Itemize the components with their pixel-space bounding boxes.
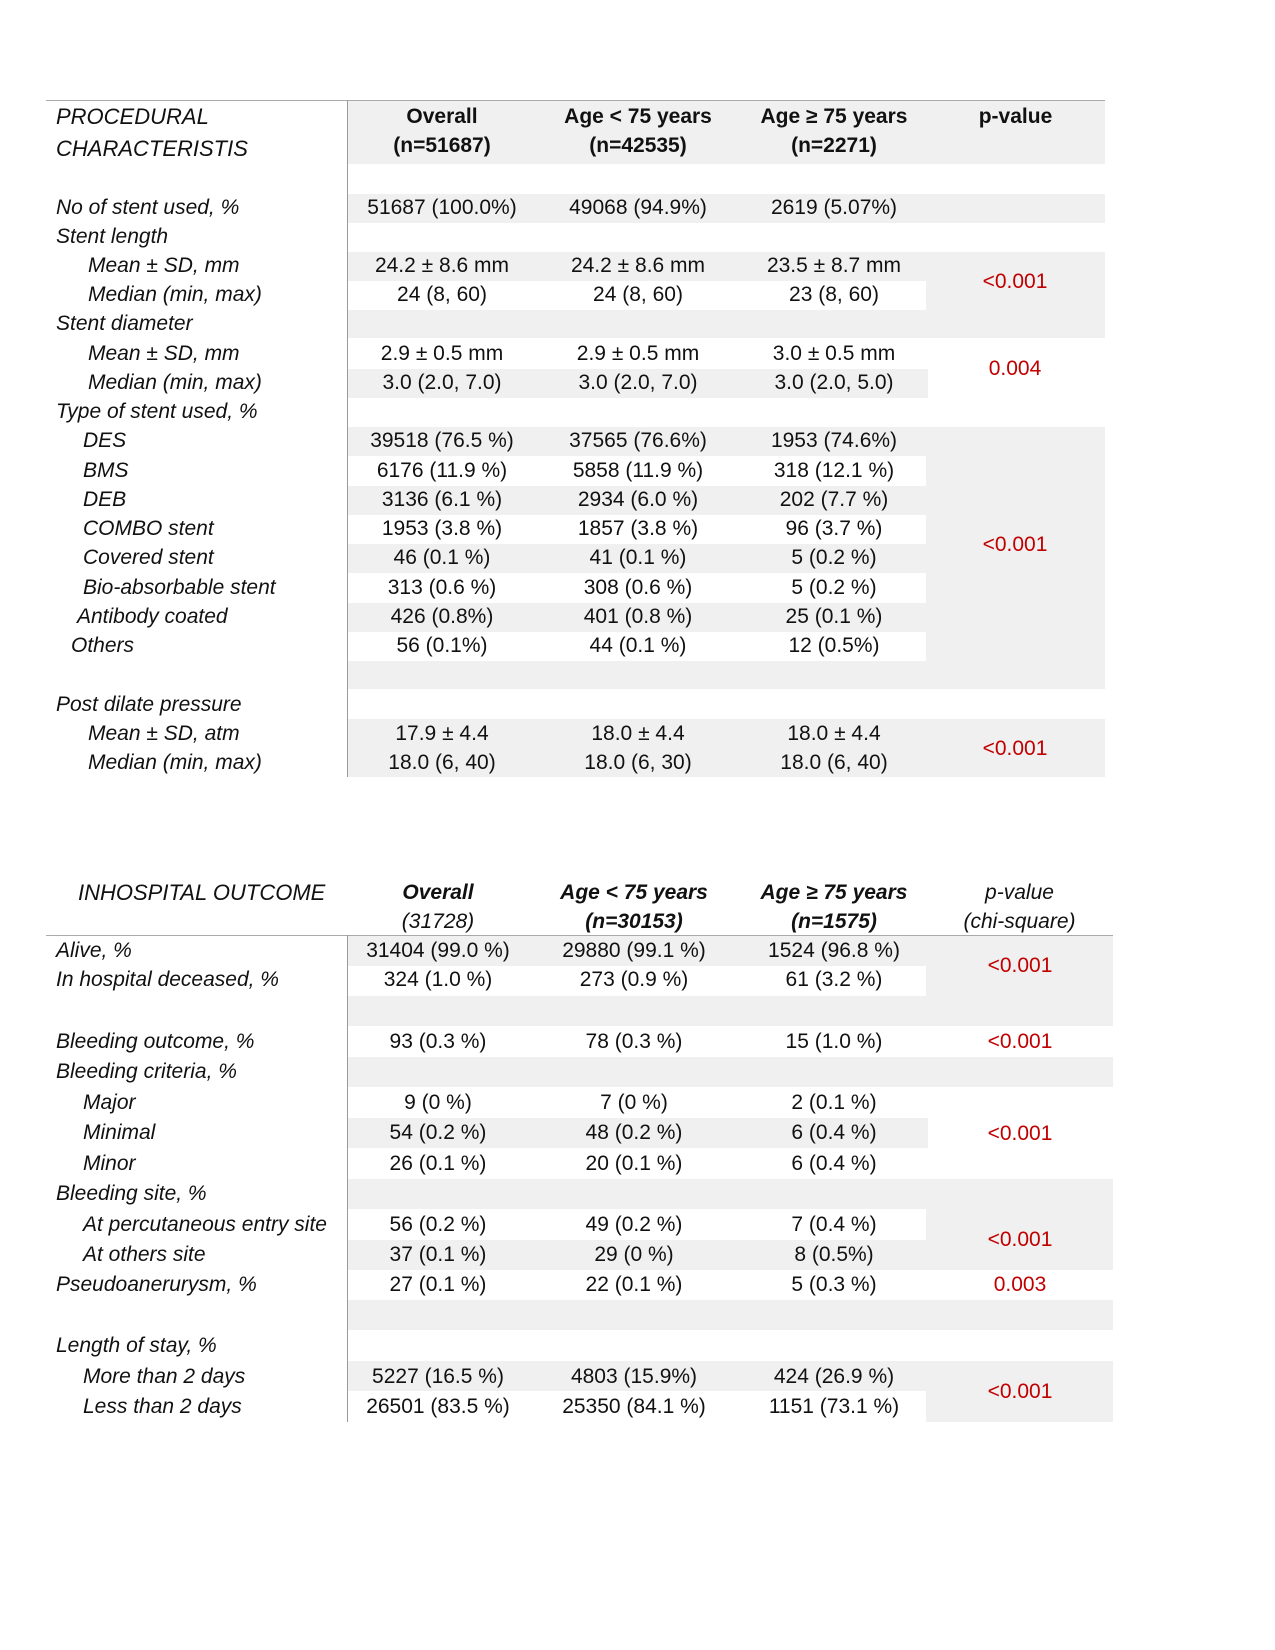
cell-over-75: 202 (7.7 %)	[779, 488, 889, 511]
cell-over-75: 2 (0.1 %)	[791, 1091, 877, 1114]
cell-overall: 9 (0 %)	[404, 1091, 472, 1114]
cell-under-75: 1857 (3.8 %)	[577, 517, 699, 540]
cell-under-75: 3.0 (2.0, 7.0)	[578, 371, 698, 394]
row-label: Median (min, max)	[88, 371, 262, 394]
cell-under-75: 5858 (11.9 %)	[572, 459, 704, 482]
cell-overall: 54 (0.2 %)	[389, 1121, 487, 1144]
row-label: DES	[83, 429, 127, 452]
cell-under-75: 41 (0.1 %)	[589, 546, 687, 569]
cell-overall: 27 (0.1 %)	[389, 1273, 487, 1296]
column-header: p-value	[978, 105, 1053, 128]
cell-over-75: 5 (0.3 %)	[791, 1273, 877, 1296]
cell-overall: 6176 (11.9 %)	[376, 459, 508, 482]
cell-over-75: 1524 (96.8 %)	[768, 939, 900, 962]
cell-over-75: 23 (8, 60)	[789, 283, 879, 306]
row-label: Bio-absorbable stent	[83, 576, 276, 599]
cell-over-75: 424 (26.9 %)	[773, 1365, 895, 1388]
p-value: <0.001	[987, 1030, 1053, 1053]
table-row	[46, 1057, 1166, 1087]
row-shade	[348, 1300, 1113, 1330]
column-header: Age < 75 years (n=42535)	[564, 105, 712, 157]
cell-under-75: 273 (0.9 %)	[579, 968, 689, 991]
cell-under-75: 44 (0.1 %)	[589, 634, 687, 657]
p-value: <0.001	[982, 270, 1048, 293]
row-label: At percutaneous entry site	[83, 1213, 327, 1236]
cell-overall: 1953 (3.8 %)	[381, 517, 503, 540]
cell-over-75: 61 (3.2 %)	[785, 968, 883, 991]
cell-under-75: 20 (0.1 %)	[585, 1152, 683, 1175]
cell-under-75: 2.9 ± 0.5 mm	[576, 342, 700, 365]
cell-under-75: 49 (0.2 %)	[585, 1213, 683, 1236]
table-row	[46, 690, 1166, 720]
cell-over-75: 318 (12.1 %)	[773, 459, 895, 482]
row-label: Type of stent used, %	[56, 400, 258, 423]
cell-over-75: 3.0 ± 0.5 mm	[772, 342, 896, 365]
cell-over-75: 2619 (5.07%)	[770, 196, 898, 219]
table-row	[46, 1179, 1166, 1209]
p-value: <0.001	[987, 954, 1053, 977]
cell-under-75: 2934 (6.0 %)	[577, 488, 699, 511]
row-label: Antibody coated	[77, 605, 228, 628]
cell-overall: 37 (0.1 %)	[389, 1243, 487, 1266]
column-header: Overall (31728)	[401, 881, 475, 933]
table-row	[46, 1088, 1166, 1118]
cell-overall: 24.2 ± 8.6 mm	[374, 254, 510, 277]
row-label: More than 2 days	[83, 1365, 246, 1388]
cell-under-75: 7 (0 %)	[600, 1091, 668, 1114]
row-shade	[348, 996, 1113, 1026]
column-header: Age < 75 years (n=30153)	[560, 881, 708, 933]
cell-overall: 56 (0.2 %)	[389, 1213, 487, 1236]
row-label: Stent length	[56, 225, 169, 248]
cell-overall: 3136 (6.1 %)	[381, 488, 503, 511]
cell-over-75: 5 (0.2 %)	[791, 546, 877, 569]
cell-overall: 26 (0.1 %)	[389, 1152, 487, 1175]
cell-under-75: 24 (8, 60)	[593, 283, 683, 306]
row-label: Stent diameter	[56, 312, 193, 335]
table-row	[46, 426, 1166, 456]
row-shade	[348, 661, 1105, 689]
table-row	[46, 1331, 1166, 1361]
cell-overall: 39518 (76.5 %)	[370, 429, 514, 452]
cell-under-75: 29 (0 %)	[594, 1243, 674, 1266]
table-row	[46, 193, 1166, 223]
cell-over-75: 12 (0.5%)	[788, 634, 880, 657]
cell-over-75: 15 (1.0 %)	[785, 1030, 883, 1053]
row-label: DEB	[83, 488, 127, 511]
cell-over-75: 1151 (73.1 %)	[768, 1395, 900, 1418]
cell-under-75: 4803 (15.9%)	[570, 1365, 698, 1388]
row-label: Bleeding criteria, %	[56, 1060, 237, 1083]
p-value: 0.003	[993, 1273, 1047, 1296]
cell-overall: 26501 (83.5 %)	[366, 1395, 510, 1418]
column-header: p-value (chi-square)	[963, 881, 1076, 933]
row-label: Alive, %	[56, 939, 132, 962]
cell-overall: 2.9 ± 0.5 mm	[380, 342, 504, 365]
cell-overall: 5227 (16.5 %)	[372, 1365, 504, 1388]
row-label: Length of stay, %	[56, 1334, 217, 1357]
cell-over-75: 18.0 (6, 40)	[780, 751, 888, 774]
row-label: Minor	[83, 1152, 136, 1175]
cell-over-75: 5 (0.2 %)	[791, 576, 877, 599]
cell-over-75: 96 (3.7 %)	[785, 517, 883, 540]
cell-under-75: 29880 (99.1 %)	[562, 939, 706, 962]
cell-overall: 17.9 ± 4.4	[395, 722, 489, 745]
cell-overall: 46 (0.1 %)	[393, 546, 491, 569]
column-header: Overall (n=51687)	[393, 105, 491, 157]
row-label: COMBO stent	[83, 517, 214, 540]
table-row	[46, 222, 1166, 252]
cell-overall: 51687 (100.0%)	[367, 196, 517, 219]
column-header: Age ≥ 75 years (n=2271)	[760, 105, 908, 157]
cell-under-75: 22 (0.1 %)	[585, 1273, 683, 1296]
cell-over-75: 8 (0.5%)	[794, 1243, 874, 1266]
cell-over-75: 25 (0.1 %)	[785, 605, 883, 628]
cell-over-75: 6 (0.4 %)	[791, 1121, 877, 1144]
row-label: Bleeding site, %	[56, 1182, 207, 1205]
column-header: Age ≥ 75 years (n=1575)	[760, 881, 908, 933]
table-row	[46, 456, 1166, 486]
cell-under-75: 18.0 (6, 30)	[584, 751, 692, 774]
table-row	[46, 631, 1166, 661]
cell-under-75: 48 (0.2 %)	[585, 1121, 683, 1144]
row-label: Others	[71, 634, 135, 657]
cell-over-75: 23.5 ± 8.7 mm	[766, 254, 902, 277]
cell-overall: 3.0 (2.0, 7.0)	[382, 371, 502, 394]
row-label: At others site	[83, 1243, 206, 1266]
row-label: Bleeding outcome, %	[56, 1030, 255, 1053]
cell-overall: 18.0 (6, 40)	[388, 751, 496, 774]
row-label: Mean ± SD, mm	[88, 254, 240, 277]
cell-over-75: 7 (0.4 %)	[791, 1213, 877, 1236]
table-row	[46, 1149, 1166, 1179]
row-label: Covered stent	[83, 546, 214, 569]
p-value: <0.001	[982, 737, 1048, 760]
table-row	[46, 309, 1166, 339]
row-label: Median (min, max)	[88, 283, 262, 306]
p-value: <0.001	[987, 1122, 1053, 1145]
table-row	[46, 485, 1166, 515]
cell-overall: 313 (0.6 %)	[387, 576, 497, 599]
row-label: Median (min, max)	[88, 751, 262, 774]
row-label: Pseudoanerurysm, %	[56, 1273, 257, 1296]
p-value: <0.001	[987, 1380, 1053, 1403]
row-label: Mean ± SD, atm	[88, 722, 240, 745]
table-row	[46, 397, 1166, 427]
table-row	[46, 573, 1166, 603]
cell-overall: 24 (8, 60)	[397, 283, 487, 306]
cell-under-75: 25350 (84.1 %)	[562, 1395, 706, 1418]
p-value: <0.001	[987, 1228, 1053, 1251]
cell-over-75: 1953 (74.6%)	[770, 429, 898, 452]
cell-over-75: 18.0 ± 4.4	[787, 722, 881, 745]
cell-over-75: 6 (0.4 %)	[791, 1152, 877, 1175]
row-label: Minimal	[83, 1121, 156, 1144]
row-label: In hospital deceased, %	[56, 968, 279, 991]
cell-under-75: 37565 (76.6%)	[569, 429, 707, 452]
cell-under-75: 18.0 ± 4.4	[591, 722, 685, 745]
cell-under-75: 49068 (94.9%)	[569, 196, 707, 219]
cell-under-75: 308 (0.6 %)	[583, 576, 693, 599]
table-row	[46, 602, 1166, 632]
row-label: Post dilate pressure	[56, 693, 242, 716]
p-value: <0.001	[982, 533, 1048, 556]
cell-overall: 426 (0.8%)	[390, 605, 494, 628]
cell-overall: 93 (0.3 %)	[389, 1030, 487, 1053]
p-value: 0.004	[988, 357, 1042, 380]
row-label: Mean ± SD, mm	[88, 342, 240, 365]
cell-under-75: 401 (0.8 %)	[583, 605, 693, 628]
row-label: Major	[83, 1091, 136, 1114]
cell-overall: 324 (1.0 %)	[383, 968, 493, 991]
cell-under-75: 24.2 ± 8.6 mm	[570, 254, 706, 277]
row-label: BMS	[83, 459, 129, 482]
cell-overall: 56 (0.1%)	[396, 634, 488, 657]
cell-over-75: 3.0 (2.0, 5.0)	[774, 371, 894, 394]
cell-overall: 31404 (99.0 %)	[366, 939, 510, 962]
row-label: Less than 2 days	[83, 1395, 242, 1418]
cell-under-75: 78 (0.3 %)	[585, 1030, 683, 1053]
row-label: No of stent used, %	[56, 196, 240, 219]
